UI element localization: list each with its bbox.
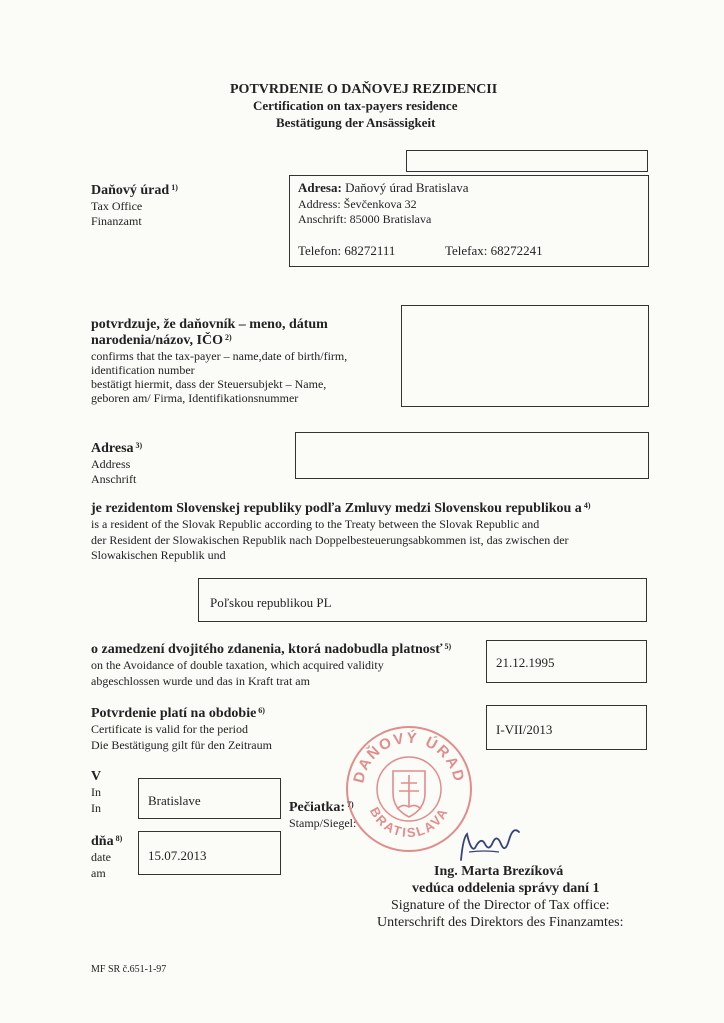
tax-office-phone: Telefon: 68272111 [298,243,396,258]
resident-label-de-2: Slowakischen Republik und [91,548,226,562]
tax-office-label-de: Finanzamt [91,214,142,228]
form-code: MF SR č.651-1-97 [91,964,167,975]
signatory-name: Ing. Marta Brezíková [434,864,564,879]
treaty-label-de: abgeschlossen wurde und das in Kraft trat am [91,674,310,688]
place-label-sk: V [91,769,102,784]
treaty-date-field[interactable] [486,640,647,683]
validity-label-en: Certificate is valid for the period [91,722,248,736]
place-label-de: In [91,801,101,815]
stamp-text-bottom: BRATISLAVA [366,804,452,841]
treaty-label-sk: o zamedzení dvojitého zdanenia, ktorá nadobudla platnosť $^{5)}$ [91,642,452,657]
tax-office-fax: Telefax: 68272241 [445,243,543,258]
taxpayer-label-en-2: identification number [91,363,195,377]
place-value: Bratislave [148,793,201,808]
address-field[interactable] [295,432,649,479]
coat-of-arms-icon [393,771,425,817]
address-label-de: Anschrift [91,472,137,486]
treaty-date-value: 21.12.1995 [496,655,555,670]
stamp-text-top: DAŇOVÝ ÚRAD [350,729,468,785]
tax-office-address-name: Adresa: Daňový úrad Bratislava [298,180,469,195]
tax-office-label-en: Tax Office [91,199,143,213]
place-field[interactable] [138,778,281,819]
resident-label-sk: je rezidentom Slovenskej republiky podľa Zmluvy medzi Slovenskou republikou a $^{4)}$ [91,501,591,516]
country-value: Poľskou republikou PL [210,595,332,610]
date-label-sk: dňa $^{8)}$ [91,834,123,849]
validity-label-de: Die Bestätigung gilt für den Zeitraum [91,738,272,752]
signatory-role: vedúca oddelenia správy daní 1 [412,881,600,896]
tax-office-address-line: Address: Ševčenkova 32 [298,197,417,211]
validity-label-sk: Potvrdenie platí na obdobie $^{6)}$ [91,706,265,721]
title-de: Bestätigung der Ansässigkeit [276,115,436,130]
date-label-en: date [91,850,111,864]
stamp-label-en: Stamp/Siegel: [289,816,357,830]
title-en: Certification on tax-payers residence [253,98,458,113]
validity-period-field[interactable] [486,705,647,750]
resident-label-de-1: der Resident der Slowakischen Republik nach Doppelbesteuerungsabkommen ist, das zwischen der [91,533,569,547]
taxpayer-label-sk-1: potvrdzuje, že daňovník – meno, dátum [91,317,328,332]
country-field[interactable] [198,578,647,622]
signature-scribble [455,822,525,866]
title-sk: POTVRDENIE O DAŇOVEJ REZIDENCII [230,82,498,97]
address-label: Adresa $^{3)}$ [91,441,143,456]
date-value: 15.07.2013 [148,848,207,863]
resident-label-en: is a resident of the Slovak Republic according to the Treaty between the Slovak Republic and [91,517,540,531]
date-field[interactable] [138,831,281,875]
taxpayer-label-de-2: geboren am/ Firma, Identifikationsnummer [91,391,299,405]
treaty-label-en: on the Avoidance of double taxation, which acquired validity [91,658,384,672]
address-label-en: Address [91,457,131,471]
signature-label-en: Signature of the Director of Tax office: [391,898,610,913]
signature-label-de: Unterschrift des Direktors des Finanzamtes: [377,915,624,930]
date-label-de: am [91,866,106,880]
top-blank-field[interactable] [406,150,648,172]
validity-period-value: I-VII/2013 [496,722,553,737]
taxpayer-label-sk-2: narodenia/názov, IČO $^{2)}$ [91,333,232,348]
tax-office-label: Daňový úrad $^{1)}$ [91,183,178,198]
place-label-en: In [91,785,101,799]
stamp-label-sk: Pečiatka: $^{7)}$ [289,800,354,815]
taxpayer-label-de-1: bestätigt hiermit, dass der Steuersubjekt – Name, [91,377,327,391]
tax-office-anschrift-line: Anschrift: 85000 Bratislava [298,212,432,226]
taxpayer-label-en-1: confirms that the tax-payer – name,date of birth/firm, [91,349,348,363]
taxpayer-field[interactable] [401,305,649,407]
